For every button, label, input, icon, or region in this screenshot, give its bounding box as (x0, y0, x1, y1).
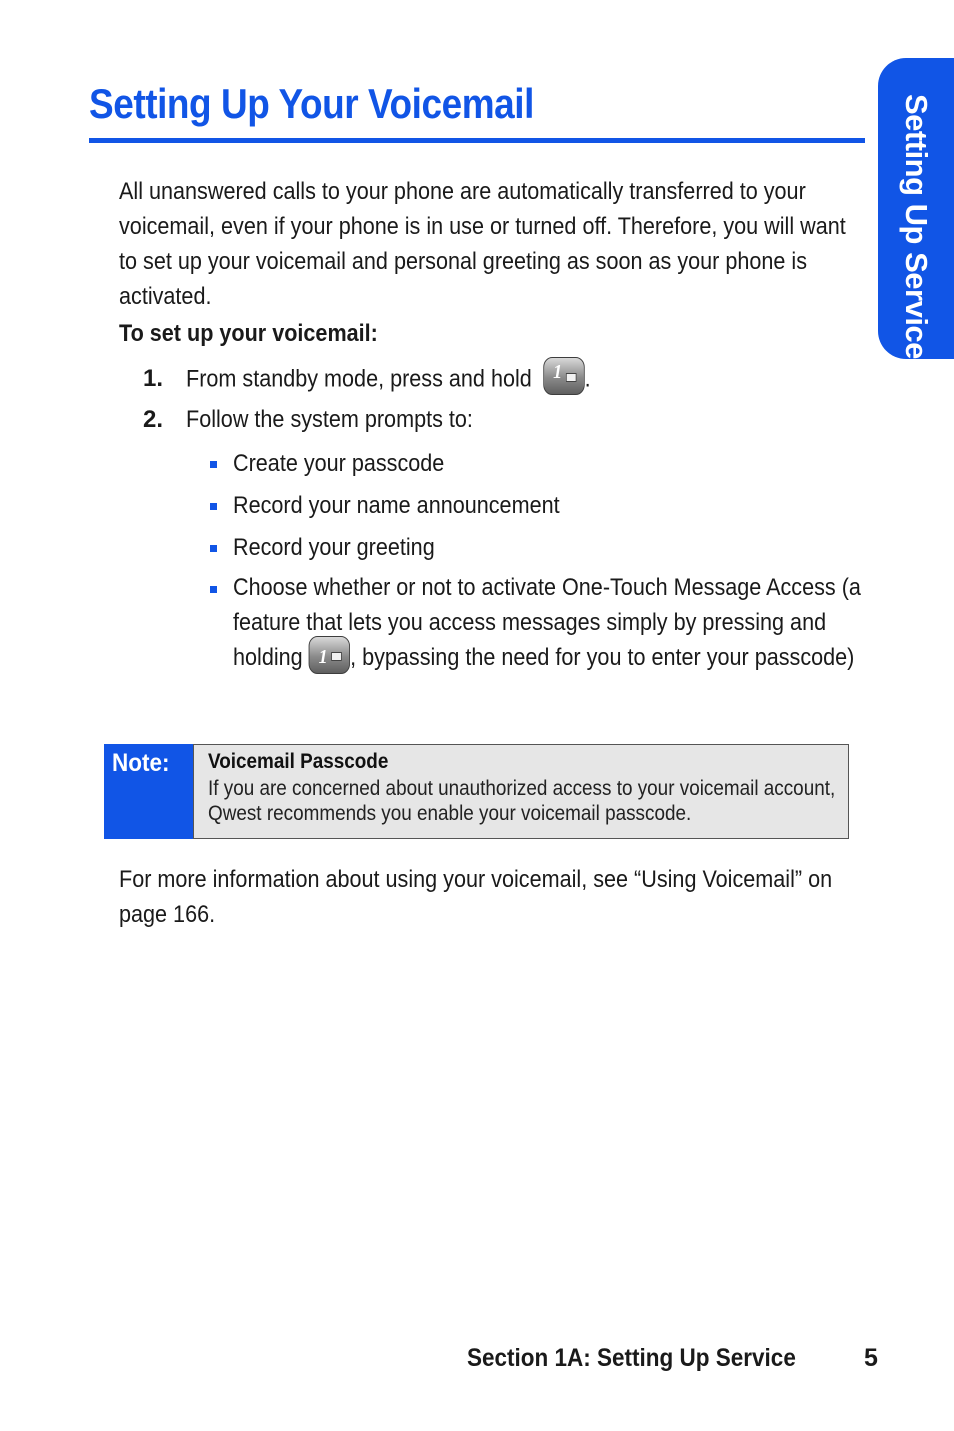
step-number: 2. (143, 406, 164, 433)
voicemail-key-1-icon (543, 357, 584, 395)
intro-paragraph (119, 174, 944, 314)
envelope-icon (331, 652, 342, 661)
bullet-marker (210, 586, 217, 593)
step-number: 1. (143, 365, 164, 392)
step-suffix: . (584, 365, 591, 393)
footer-section-title: Section 1A: Setting Up Service (467, 1344, 796, 1372)
title-rule (89, 138, 865, 143)
side-tab-label: Setting Up Service (899, 94, 934, 359)
step-text: From standby mode, press and hold (186, 365, 532, 393)
bullet-item: Create your passcode (233, 450, 445, 477)
bullet-text-before: Choose whether or not to activate One-Touch Message Access (a feature that lets you access messages simply by pressing and holding (233, 574, 861, 671)
note-label-box (104, 744, 193, 839)
page-title: Setting Up Your Voicemail (89, 80, 534, 127)
more-info-paragraph (119, 862, 944, 932)
bullet-marker (210, 461, 217, 468)
bullet-item: Record your greeting (233, 534, 435, 561)
bullet-marker (210, 545, 217, 552)
step-1 (186, 361, 591, 395)
key-glyph: 1 (318, 645, 328, 668)
footer-page-number: 5 (864, 1344, 878, 1372)
bullet-text-after: , bypassing the need for you to enter your passcode) (350, 644, 855, 671)
intro-text: All unanswered calls to your phone are automatically transferred to your voicemail, even if your phone is in use or turned off. Therefore, you will want to set up your voicemail and personal greeting as soon as your phone is activated. (119, 178, 846, 310)
key-glyph: 1 (553, 361, 563, 383)
note-label: Note: (112, 749, 170, 777)
more-info-text: For more information about using your voicemail, see “Using Voicemail” on page 166. (119, 866, 833, 928)
bullet-marker (210, 503, 217, 510)
bullet-item-one-touch (233, 570, 933, 675)
note-box (193, 744, 849, 839)
note-heading: Voicemail Passcode (208, 750, 389, 773)
voicemail-key-1-icon (309, 636, 350, 674)
step-2: Follow the system prompts to: (186, 406, 473, 433)
bullet-item: Record your name announcement (233, 492, 560, 519)
note-body: If you are concerned about unauthorized access to your voicemail account, Qwest recommends you enable your voicemail passcode. (208, 777, 836, 825)
envelope-icon (566, 373, 577, 382)
steps-lead: To set up your voicemail: (119, 320, 378, 347)
